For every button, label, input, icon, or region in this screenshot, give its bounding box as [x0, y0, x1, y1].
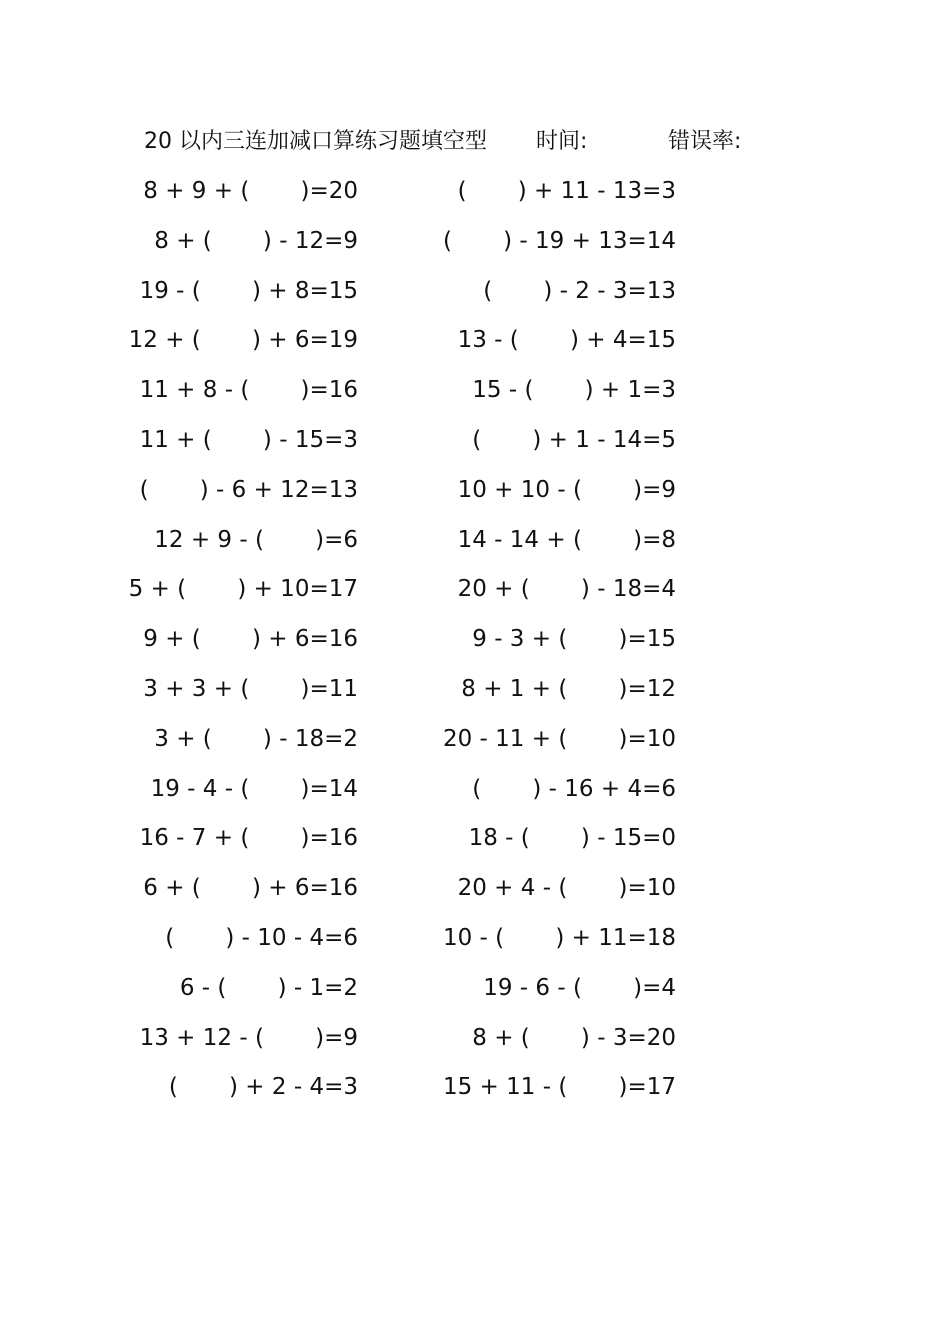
problem-row: 15 + 11 - ( )=17 — [442, 1074, 676, 1101]
problem-row: ( ) + 11 - 13=3 — [457, 178, 676, 204]
error-rate-label: 错误率: — [668, 129, 742, 154]
problem-row: 8 + ( ) - 3=20 — [472, 1024, 676, 1051]
problem-row: ( ) - 6 + 12=13 — [139, 476, 358, 503]
problem-row: 6 + ( ) + 6=16 — [143, 875, 358, 902]
problem-row: 20 - 11 + ( )=10 — [442, 725, 676, 752]
problem-row: 15 - ( ) + 1=3 — [472, 377, 676, 404]
problem-row: 9 + ( ) + 6=16 — [143, 626, 358, 653]
problem-row: 9 - 3 + ( )=15 — [472, 626, 676, 653]
time-label: 时间: — [536, 129, 588, 154]
problem-row: 8 + 9 + ( )=20 — [143, 178, 358, 204]
problem-row: 19 - 6 - ( )=4 — [483, 974, 676, 1001]
problem-row: 11 + ( ) - 15=3 — [139, 426, 358, 453]
problem-row: 18 - ( ) - 15=0 — [468, 825, 676, 852]
problem-row: 19 - ( ) + 8=15 — [139, 277, 358, 304]
problem-row: ( ) - 16 + 4=6 — [472, 775, 676, 802]
problem-row: 8 + 1 + ( )=12 — [461, 675, 676, 702]
problem-row: 3 + ( ) - 18=2 — [154, 725, 358, 752]
problem-row: ( ) + 1 - 14=5 — [472, 426, 676, 453]
problem-row: 16 - 7 + ( )=16 — [139, 825, 358, 852]
problem-row: ( ) - 19 + 13=14 — [442, 227, 676, 254]
left-problem-column — [118, 174, 358, 1120]
problem-row: 6 - ( ) - 1=2 — [179, 974, 358, 1001]
problem-row: 10 + 10 - ( )=9 — [457, 476, 676, 503]
problem-row: 20 + ( ) - 18=4 — [457, 576, 676, 603]
problem-row: 13 - ( ) + 4=15 — [457, 327, 676, 354]
problem-row: 12 + ( ) + 6=19 — [128, 327, 358, 354]
problem-row: 10 - ( ) + 11=18 — [442, 924, 676, 951]
problem-row: 5 + ( ) + 10=17 — [128, 576, 358, 603]
worksheet-header — [144, 126, 784, 158]
problem-row: ( ) - 10 - 4=6 — [165, 924, 358, 951]
problem-row: 19 - 4 - ( )=14 — [150, 775, 358, 802]
problem-row: 11 + 8 - ( )=16 — [139, 377, 358, 404]
worksheet-title: 20 以内三连加减口算练习题填空型 — [144, 129, 487, 154]
right-problem-column — [436, 174, 676, 1120]
problem-row: 8 + ( ) - 12=9 — [154, 227, 358, 254]
problem-row: ( ) - 2 - 3=13 — [483, 277, 676, 304]
problem-row: 20 + 4 - ( )=10 — [457, 875, 676, 902]
problem-row: 13 + 12 - ( )=9 — [139, 1024, 358, 1051]
problem-row: 12 + 9 - ( )=6 — [154, 526, 358, 553]
problem-row: 14 - 14 + ( )=8 — [457, 526, 676, 553]
problem-row: ( ) + 2 - 4=3 — [168, 1074, 358, 1101]
problem-row: 3 + 3 + ( )=11 — [143, 675, 358, 702]
